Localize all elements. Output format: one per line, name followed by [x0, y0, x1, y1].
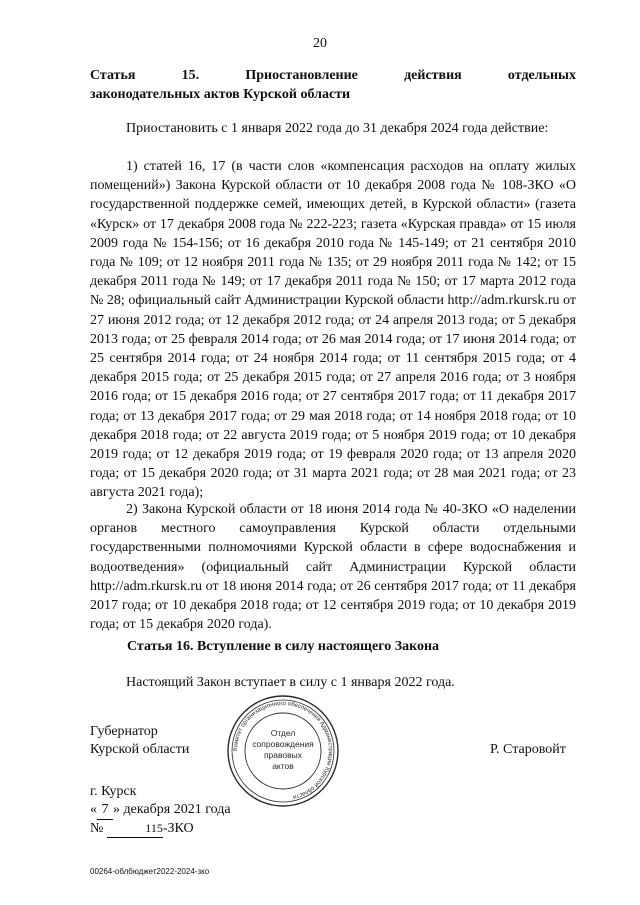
article16-title: Статья 16. Вступление в силу настоящего Закона: [127, 639, 440, 654]
article15-intro: Приостановить с 1 января 2022 года до 31 декабря 2024 года действие:: [126, 121, 549, 136]
stamp-ring-text: Комитет организационного обеспечения Администрации Курской области: [232, 700, 334, 800]
signature-number: [90, 819, 194, 838]
signature-city: г. Курск: [90, 784, 137, 799]
stamp-line4: актов: [272, 761, 294, 771]
page-number: 20: [313, 36, 327, 51]
stamp-line2: сопровождения: [252, 739, 314, 749]
signature-name: Р. Старовойт: [490, 742, 566, 757]
signature-date: [90, 801, 231, 820]
signature-position-line1: Губернатор: [90, 724, 158, 739]
official-stamp: [226, 694, 340, 808]
date-prefix: «: [90, 802, 97, 817]
signature-position-line2: Курской области: [90, 742, 190, 757]
number-prefix: №: [90, 821, 104, 836]
article15-item2: 2) Закона Курской области от 18 июня 2014 года № 40-ЗКО «О наделении органов местного самоуправления Курской области отдельными государственными полномочиями Курской области в сфере водоснабжения и водоотведения» (официальный сайт Администрации Курской области http://adm.rkursk.ru от 18 июня 2014 года; от 26 сентября 2017 года; от 11 декабря 2017 года; от 10 декабря 2018 года; от 12 сентября 2019 года; от 10 декабря 2019 года; от 15 декабря 2020 года).: [90, 502, 576, 633]
stamp-line1: Отдел: [270, 728, 296, 738]
article16-text: Настоящий Закон вступает в силу с 1 января 2022 года.: [126, 675, 455, 690]
footer-document-code: 00264-облбюджет2022-2024-зко: [90, 867, 210, 876]
stamp-seal-icon: [226, 694, 340, 808]
article15-title-line2: законодательных актов Курской области: [90, 87, 351, 102]
article15-title-line1: Статья 15. Приостановление действия отдельных: [90, 68, 576, 83]
article15-item1: 1) статей 16, 17 (в части слов «компенсация расходов на оплату жилых помещений») Закона Курской области от 10 декабря 2008 года № 108-ЗКО «О государственной поддержке семей, имеющих детей, в Курской области» (газета «Курск» от 17 декабря 2008 года № 222-223; газета «Курская правда» от 15 июля 2009 года № 154-156; от 16 декабря 2010 года № 145-149; от 21 сентября 2010 года № 109; от 12 ноября 2011 года № 135; от 29 ноября 2011 года № 142; от 15 декабря 2011 года № 149; от 17 декабря 2011 года № 150; от 17 марта 2012 года № 28; официальный сайт Администрации Курской области http://adm.rkursk.ru от 27 июня 2012 года; от 12 декабря 2012 года; от 24 апреля 2013 года; от 5 декабря 2013 года; от 25 февраля 2014 года; от 26 мая 2014 года; от 17 июня 2014 года; от 25 сентября 2014 года; от 24 ноября 2014 года; от 11 сентября 2015 года; от 4 декабря 2015 года; от 25 декабря 2015 года; от 27 апреля 2016 года; от 3 ноября 2016 года; от 15 декабря 2016 года; от 27 сентября 2017 года; от 11 декабря 2017 года; от 13 декабря 2017 года; от 29 мая 2018 года; от 14 ноября 2018 года; от 10 декабря 2018 года; от 22 августа 2019 года; от 5 ноября 2019 года; от 10 декабря 2019 года; от 12 декабря 2019 года; от 19 февраля 2020 года; от 13 апреля 2020 года; от 15 декабря 2020 года; от 31 марта 2021 года; от 28 мая 2021 года; от 23 августа 2021 года);: [90, 159, 576, 501]
date-suffix: » декабря 2021 года: [113, 802, 231, 817]
number-suffix: -ЗКО: [162, 821, 194, 836]
stamp-line3: правовых: [263, 750, 303, 760]
number-value: 115: [107, 819, 163, 838]
date-day: 7: [97, 801, 113, 820]
